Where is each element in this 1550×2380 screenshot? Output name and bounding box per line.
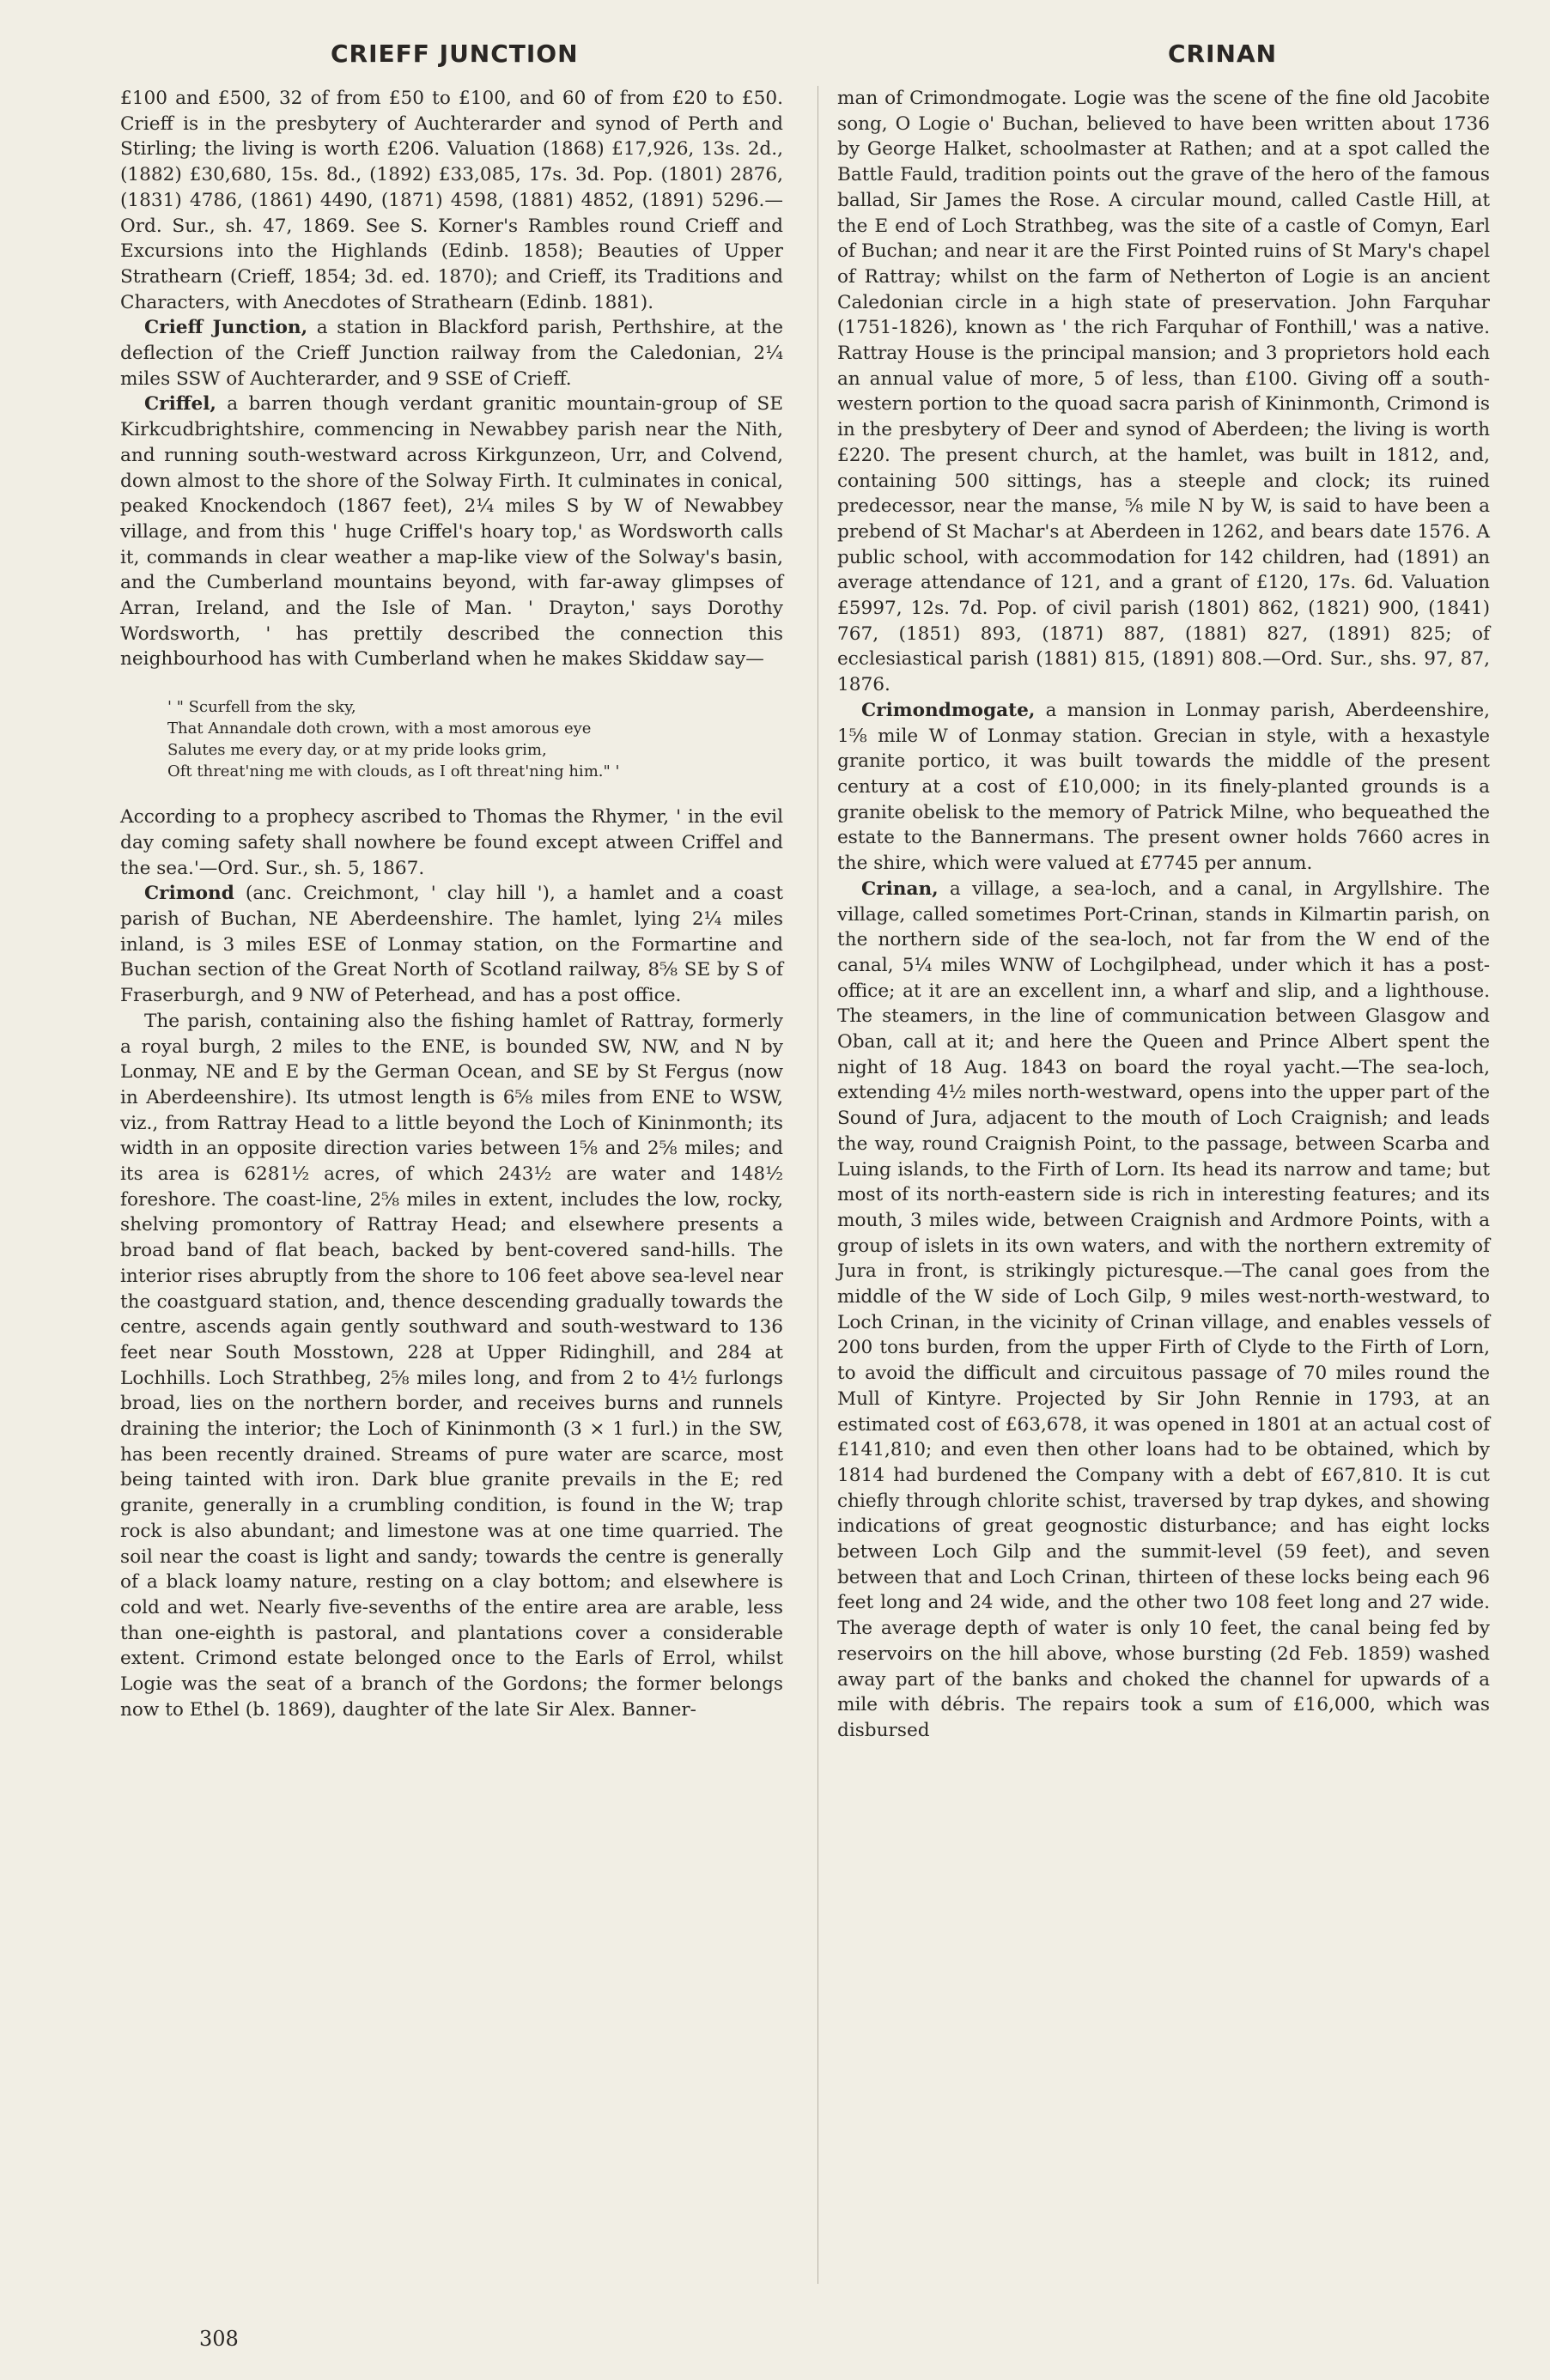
left-column <box>120 86 783 1722</box>
paragraph-rhymer: According to a prophecy ascribed to Thomas the Rhymer, ' in the evil day coming safety shall nowhere be found except atween Criffel and the sea.'—Ord. Sur., sh. 5, 1867. <box>120 806 783 879</box>
verse-line: Salutes me every day, or at my pride looks grim, <box>167 741 547 760</box>
verse-line: Oft threat'ning me with clouds, as I oft threat'ning him." ' <box>167 762 620 781</box>
paragraph-crieff-continued: £100 and £500, 32 of from £50 to £100, and 60 of from £20 to £50. Crieff is in the presbytery of Auchterarder and synod of Perth and Stirling; the living is worth £206. Valuation (1868) £17,926, 13s. 2d., (1882) £30,680, 15s. 8d., (1892) £33,085, 17s. 3d. Pop. (1801) 2876, (1831) 4786, (1861) 4490, (1871) 4598, (1881) 4852, (1891) 5296.—Ord. Sur., sh. 47, 1869. See S. Korner's Rambles round Crieff and Excursions into the Highlands (Edinb. 1858); Beauties of Upper Strathearn (Crieff, 1854; 3d. ed. 1870); and Crieff, its Traditions and Characters, with Anecdotes of Strathearn (Edinb. 1881). <box>120 88 783 313</box>
entry-text: a station in Blackford parish, Perthshire, at the deflection of the Crieff Junction railway from the Caledonian, 2¼ miles SSW of Auchterarder, and 9 SSE of Crieff. <box>120 317 783 390</box>
entry-headword: Crinan, <box>861 877 939 900</box>
right-column <box>837 86 1490 1744</box>
paragraph-crimond-parish: The parish, containing also the fishing hamlet of Rattray, formerly a royal burgh, 2 miles to the ENE, is bounded SW, NW, and N by Lonmay, NE and E by the German Ocean, and SE by St Fergus (now in Aberdeenshire). Its utmost length is 6⅝ miles from ENE to WSW, viz., from Rattray Head to a little beyond the Loch of Kininmonth; its width in an opposite direction varies between 1⅝ and 2⅝ miles; and its area is 6281½ acres, of which 243½ are water and 148½ foreshore. The coast-line, 2⅝ miles in extent, includes the low, rocky, shelving promontory of Rattray Head; and elsewhere presents a broad band of flat beach, backed by bent-covered sand-hills. The interior rises abruptly from the shore to 106 feet above sea-level near the coastguard station, and, thence descending gradually towards the centre, ascends again gently southward and south-westward to 136 feet near South Mosstown, 228 at Upper Ridinghill, and 284 at Lochhills. Loch Strathbeg, 2⅝ miles long, and from 2 to 4½ furlongs broad, lies on the northern border, and receives burns and runnels draining the interior; the Loch of Kininmonth (3 × 1 furl.) in the SW, has been recently drained. Streams of pure water are scarce, most being tainted with iron. Dark blue granite prevails in the E; red granite, generally in a crumbling condition, is found in the W; trap rock is also abundant; and limestone was at one time quarried. The soil near the coast is light and sandy; towards the centre is generally of a black loamy nature, resting on a clay bottom; and elsewhere is cold and wet. Nearly five-sevenths of the entire area are arable, less than one-eighth is pastoral, and plantations cover a considerable extent. Crimond estate belonged once to the Earls of Errol, whilst Logie was the seat of a branch of the Gordons; the former belongs now to Ethel (b. 1869), daughter of the late Sir Alex. Banner- <box>120 1010 783 1721</box>
entry-headword: Crimondmogate, <box>861 699 1036 721</box>
verse-line: ' " Scurfell from the sky, <box>167 698 356 717</box>
entry-text: a mansion in Lonmay parish, Aberdeenshire, 1⅝ mile W of Lonmay station. Grecian in style, with a hexastyle granite portico, it was built towards the middle of the present century at a cost of £10,000; in its finely-planted grounds is a granite obelisk to the memory of Patrick Milne, who bequeathed the estate to the Bannermans. The present owner holds 7660 acres in the shire, which were valued at £7745 per annum. <box>837 699 1490 875</box>
entry-crieff-junction <box>120 315 783 392</box>
entry-text: a barren though verdant granitic mountain-group of SE Kirkcudbrightshire, commencing in Newabbey parish near the Nith, and running south-westward across Kirkgunzeon, Urr, and Colvend, down almost to the shore of the Solway Firth. It culminates in conical, peaked Knockendoch (1867 feet), 2¼ miles S by W of Newabbey village, and from this ' huge Criffel's hoary top,' as Wordsworth calls it, commands in clear weather a map-like view of the Solway's basin, and the Cumberland mountains beyond, with far-away glimpses of Arran, Ireland, and the Isle of Man. ' Drayton,' says Dorothy Wordsworth, ' has prettily described the connection this neighbourhood has with Cumberland when he makes Skiddaw say— <box>120 393 783 671</box>
verse-quotation <box>167 696 783 782</box>
running-head-right: CRINAN <box>1168 39 1278 68</box>
entry-headword: Crimond <box>144 883 234 905</box>
entry-text: a village, a sea-loch, and a canal, in Argyllshire. The village, called sometimes Port-Crinan, stands in Kilmartin parish, on the northern side of the sea-loch, not far from the W end of the canal, 5¼ miles WNW of Lochgilphead, under which it has a post-office; at it are an excellent inn, a wharf and slip, and a lighthouse. The steamers, in the line of communication between Glasgow and Oban, call at it; and here the Queen and Prince Albert spent the night of 18 Aug. 1843 on board the royal yacht.—The sea-loch, extending 4½ miles north-westward, opens into the upper part of the Sound of Jura, adjacent to the mouth of Loch Craignish; and leads the way, round Craignish Point, to the passage, between Scarba and Luing islands, to the Firth of Lorn. Its head its narrow and tame; but most of its north-eastern side is rich in interesting features; and its mouth, 3 miles wide, between Craignish and Ardmore Points, with a group of islets in its own waters, and with the northern extremity of Jura in front, is strikingly picturesque.—The canal goes from the middle of the W side of Loch Gilp, 9 miles west-north-westward, to Loch Crinan, in the vicinity of Crinan village, and enables vessels of 200 tons burden, from the upper Firth of Clyde to the Firth of Lorn, to avoid the difficult and circuitous passage of 70 miles round the Mull of Kintyre. Projected by Sir John Rennie in 1793, at an estimated cost of £63,678, it was opened in 1801 at an actual cost of £141,810; and even then other loans had to be obtained, which by 1814 had burdened the Company with a debt of £67,810. It is cut chiefly through chlorite schist, traversed by trap dykes, and showing indications of great geognostic disturbance; and has eight locks between Loch Gilp and the summit-level (59 feet), and seven between that and Loch Crinan, thirteen of these locks being each 96 feet long and 24 wide, and the other two 108 feet long and 27 wide. The average depth of water is only 10 feet, the canal being fed by reservoirs on the hill above, whose bursting (2d Feb. 1859) washed away part of the banks and choked the channel for upwards of a mile with débris. The repairs took a sum of £16,000, which was disbursed <box>837 877 1490 1741</box>
paragraph-crimond-continued: man of Crimondmogate. Logie was the scene of the fine old Jacobite song, O Logie o' Buchan, believed to have been written about 1736 by George Halket, schoolmaster at Rathen; and at a spot called the Battle Fauld, tradition points out the grave of the hero of the famous ballad, Sir James the Rose. A circular mound, called Castle Hill, at the E end of Loch Strathbeg, was the site of a castle of Comyn, Earl of Buchan; and near it are the First Pointed ruins of St Mary's chapel of Rattray; whilst on the farm of Netherton of Logie is an ancient Caledonian circle in a high state of preservation. John Farquhar (1751-1826), known as ' the rich Farquhar of Fonthill,' was a native. Rattray House is the principal mansion; and 3 proprietors hold each an annual value of more, 5 of less, than £100. Giving off a south-western portion to the quoad sacra parish of Kininmonth, Crimond is in the presbytery of Deer and synod of Aberdeen; the living is worth £220. The present church, at the hamlet, was built in 1812, and, containing 500 sittings, has a steeple and clock; its ruined predecessor, near the manse, ⅝ mile N by W, is said to have been a prebend of St Machar's at Aberdeen in 1262, and bears date 1576. A public school, with accommodation for 142 children, had (1891) an average attendance of 121, and a grant of £120, 17s. 6d. Valuation £5997, 12s. 7d. Pop. of civil parish (1801) 862, (1821) 900, (1841) 767, (1851) 893, (1871) 887, (1881) 827, (1891) 825; of ecclesiastical parish (1881) 815, (1891) 808.—Ord. Sur., shs. 97, 87, 1876. <box>837 88 1490 696</box>
entry-headword: Criffel, <box>144 393 216 416</box>
entry-crimond <box>120 881 783 1009</box>
entry-headword: Crieff Junction, <box>144 317 308 339</box>
entry-criffel <box>120 392 783 672</box>
entry-text: (anc. Creichmont, ' clay hill '), a hamlet and a coast parish of Buchan, NE Aberdeenshire. The hamlet, lying 2¼ miles inland, is 3 miles ESE of Lonmay station, on the Formartine and Buchan section of the Great North of Scotland railway, 8⅝ SE by S of Fraserburgh, and 9 NW of Peterhead, and has a post office. <box>120 883 783 1007</box>
running-head-left: CRIEFF JUNCTION <box>331 39 579 68</box>
verse-line: That Annandale doth crown, with a most amorous eye <box>167 719 592 738</box>
entry-crimondmogate <box>837 698 1490 877</box>
entry-crinan <box>837 877 1490 1744</box>
page-number: 308 <box>199 2327 239 2351</box>
